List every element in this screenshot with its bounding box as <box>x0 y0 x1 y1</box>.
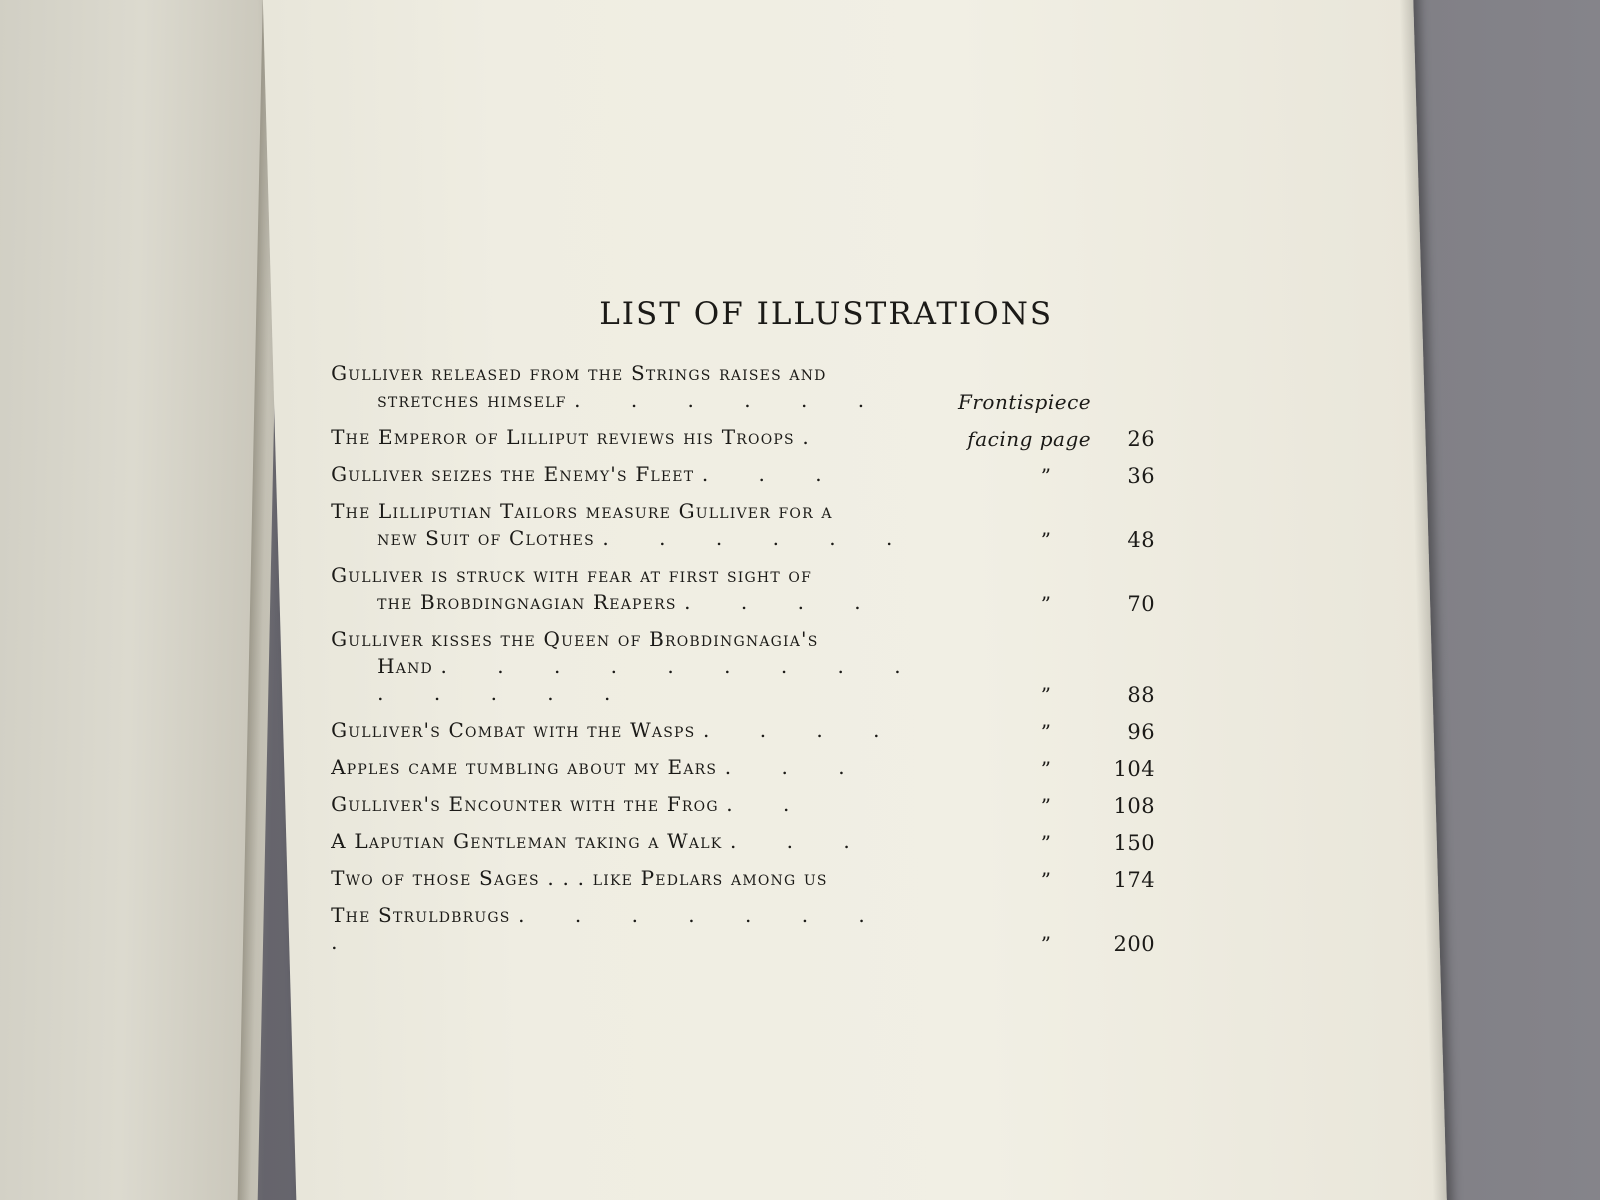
leader-dots: . <box>802 425 831 450</box>
entry-caption <box>331 865 941 892</box>
entry-facing <box>941 592 1095 616</box>
entry-facing <box>941 932 1095 956</box>
entry-page-number: 200 <box>1113 932 1156 957</box>
caption-line-1: Gulliver released from the Strings raises and <box>331 361 827 386</box>
caption-line-1: A Laputian Gentleman taking a Walk <box>331 829 723 854</box>
ditto-mark: ” <box>1040 932 1052 957</box>
leader-dots: . . . . <box>684 590 883 615</box>
entry-caption <box>331 717 941 744</box>
entry-caption <box>331 626 941 707</box>
caption-line-1: Gulliver seizes the Enemy's Fleet <box>331 462 695 487</box>
list-item <box>331 626 1171 707</box>
entry-caption <box>331 562 941 616</box>
entry-facing <box>941 757 1095 781</box>
leader-dots: . . <box>726 792 812 817</box>
entry-page-number: 174 <box>1113 868 1156 893</box>
list-item <box>331 562 1171 616</box>
caption-line-1: The Lilliputian Tailors measure Gulliver for a <box>331 499 833 524</box>
entry-facing <box>941 794 1095 818</box>
entry-caption <box>331 754 941 781</box>
caption-line-1: The Emperor of Lilliput reviews his Troops <box>331 425 795 450</box>
caption-line-2: stretches himself <box>377 388 567 413</box>
list-item <box>331 865 1171 892</box>
leader-dots: . . . <box>729 829 872 854</box>
illustrations-list <box>331 296 1171 966</box>
entry-facing <box>941 683 1095 707</box>
caption-line-1: Gulliver is struck with fear at first sight of <box>331 563 813 588</box>
caption-line-1: Gulliver's Encounter with the Frog <box>331 792 719 817</box>
entry-page-number: 108 <box>1113 794 1156 819</box>
entries-list <box>331 360 1171 956</box>
entry-facing <box>941 528 1095 552</box>
entry-facing <box>941 464 1095 488</box>
entry-page-number: 96 <box>1127 720 1156 745</box>
ditto-mark: ” <box>1040 720 1052 745</box>
caption-line-1: Apples came tumbling about my Ears <box>331 755 718 780</box>
leader-dots: . . . . . . <box>574 388 887 413</box>
caption-line-1: Gulliver kisses the Queen of Brobdingnagia's <box>331 627 819 652</box>
entry-facing: Frontispiece <box>957 390 1092 415</box>
entry-page-number: 104 <box>1113 757 1156 782</box>
ditto-mark: ” <box>1040 592 1052 617</box>
leader-dots: . . . . . . . . . . . . . . <box>377 654 923 706</box>
entry-page-number: 150 <box>1113 831 1156 856</box>
list-item <box>331 902 1171 956</box>
entry-caption <box>331 828 941 855</box>
entry-caption <box>331 902 941 956</box>
entry-caption <box>331 424 941 451</box>
leader-dots: . . . . . . <box>602 526 915 551</box>
entry-page-number: 70 <box>1127 592 1156 617</box>
entry-facing <box>941 831 1095 855</box>
page-title: LIST OF ILLUSTRATIONS <box>599 296 1054 333</box>
list-item <box>331 754 1171 781</box>
list-item <box>331 461 1171 488</box>
list-item <box>331 791 1171 818</box>
list-item <box>331 498 1171 552</box>
entry-caption <box>331 791 941 818</box>
ditto-mark: ” <box>1040 757 1052 782</box>
ditto-mark: ” <box>1040 831 1052 856</box>
entry-facing: facing page <box>967 427 1092 452</box>
leader-dots: . . . <box>724 755 867 780</box>
right-page <box>262 0 1447 1200</box>
list-item <box>331 360 1171 414</box>
caption-line-2: Hand <box>377 654 433 679</box>
caption-line-1: Two of those Sages . . . like Pedlars among us <box>331 866 828 891</box>
entry-caption <box>331 498 941 552</box>
caption-line-2: the Brobdingnagian Reapers <box>377 590 677 615</box>
caption-line-1: Gulliver's Combat with the Wasps <box>331 718 696 743</box>
leader-dots: . . . . . . . . <box>331 903 887 955</box>
leader-dots: . . . <box>701 462 844 487</box>
entry-caption <box>331 360 941 414</box>
ditto-mark: ” <box>1040 464 1052 489</box>
ditto-mark: ” <box>1040 868 1052 893</box>
caption-line-2: new Suit of Clothes <box>377 526 595 551</box>
list-item <box>331 424 1171 451</box>
entry-page-number: 88 <box>1127 683 1156 708</box>
entry-facing <box>941 720 1095 744</box>
entry-page-number: 48 <box>1127 528 1156 553</box>
ditto-mark: ” <box>1040 794 1052 819</box>
ditto-mark: ” <box>1040 683 1052 708</box>
entry-caption <box>331 461 941 488</box>
entry-page-number: 36 <box>1127 464 1156 489</box>
list-item <box>331 717 1171 744</box>
leader-dots: . . . . <box>702 718 902 743</box>
list-item <box>331 828 1171 855</box>
entry-facing <box>941 868 1095 892</box>
caption-line-1: The Struldbrugs <box>331 903 511 928</box>
ditto-mark: ” <box>1040 528 1052 553</box>
entry-page-number: 26 <box>1127 427 1156 452</box>
